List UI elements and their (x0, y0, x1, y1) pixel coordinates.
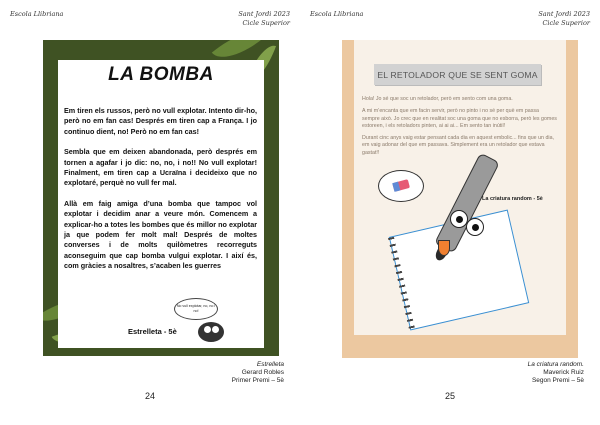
eye-icon (212, 326, 219, 333)
credit-title: La criatura random. (527, 361, 584, 368)
eye-icon (204, 326, 211, 333)
school-name-header: Escola Llibriana (10, 10, 64, 18)
story-card-el-retolador (342, 40, 578, 358)
credit-author: Gerard Robles (241, 369, 284, 376)
credits (232, 361, 284, 385)
story-page (58, 60, 264, 348)
credits (528, 361, 584, 385)
story-pen-name: Estrelleta - 5è (128, 327, 177, 336)
story-paragraph: Em tiren els russos, però no vull explotar. Intento dir-ho, però no em fan cas! Després em tiren cap a França. I jo continuo dient, no! Però no em fan cas! (64, 106, 257, 136)
story-paragraph: A mi m’encanta que em facin servir, però no pinto i no sé per què em passa sempre això. Jo crec que en realitat soc una goma que no esborra, però les gomes estoreen, i els retoladors pinten, ai ai ai... Em sento tan inútil! (362, 108, 557, 129)
story-page (354, 40, 566, 335)
story-text (64, 106, 257, 282)
eraser-icon (379, 171, 423, 201)
title-banner (374, 64, 541, 85)
story-paragraph: Sembla que em deixen abandonada, però després em tornen a agafar i jo dic: no, no, i no!! No vull explotar! Finalment, em tiren cap a Ucraïna i decideixo que no explotaré, perquè no vull fer mal. (64, 147, 257, 188)
event-header (538, 10, 590, 28)
event-header (238, 10, 290, 28)
notebook-spiral (388, 237, 415, 330)
cycle-label: Cicle Superior (542, 19, 590, 27)
story-pen-name: La criatura random - 5è (482, 196, 543, 202)
thought-bubble-eraser-icon (378, 170, 424, 202)
googly-eye-icon (466, 218, 484, 236)
story-title: LA BOMBA (108, 64, 214, 85)
story-paragraph: Durant cinc anys vaig estar pensant cada dia en aquest embolic... fins que un dia, em vaig adonar del que em passava. Simplement era un retolador que estava gastat!! (362, 135, 554, 156)
school-name-header: Escola Llibriana (310, 10, 364, 18)
right-page (300, 0, 600, 425)
story-paragraph: Hola! Jo sé que soc un retolador, però em sento com una goma. (362, 96, 513, 102)
page-number: 25 (444, 391, 455, 401)
speech-bubble: No vull explotar, no, no i no! (174, 298, 218, 320)
story-paragraph: Allà em faig amiga d’una bomba que tampoc vol explotar i decidim anar a veure món. Comencem a explicar-ho a totes les bombes que és millor no explotar ja que podem fer molt mal! Després de moltes converses i de molts quilòmetres recorreguts aconseguim que cap bomba vulgui explotar. I així és, com gràcies a nosaltres, s’acaben les guerres (64, 198, 257, 271)
credit-title: Estrelleta (256, 361, 284, 368)
credit-prize: Segon Premi – 5è (531, 377, 584, 384)
story-text (362, 96, 558, 162)
cycle-label: Cicle Superior (242, 19, 290, 27)
event-title: Sant Jordi 2023 (538, 10, 590, 18)
credit-prize: Primer Premi – 5è (231, 377, 284, 384)
tongue-icon (438, 240, 450, 256)
bomb-character-illustration (198, 322, 224, 342)
page-number: 24 (144, 391, 155, 401)
event-title: Sant Jordi 2023 (238, 10, 290, 18)
story-title: EL RETOLADOR QUE SE SENT GOMA (377, 69, 538, 80)
story-card-la-bomba (43, 40, 279, 356)
credit-author: Maverick Ruiz (543, 369, 584, 376)
